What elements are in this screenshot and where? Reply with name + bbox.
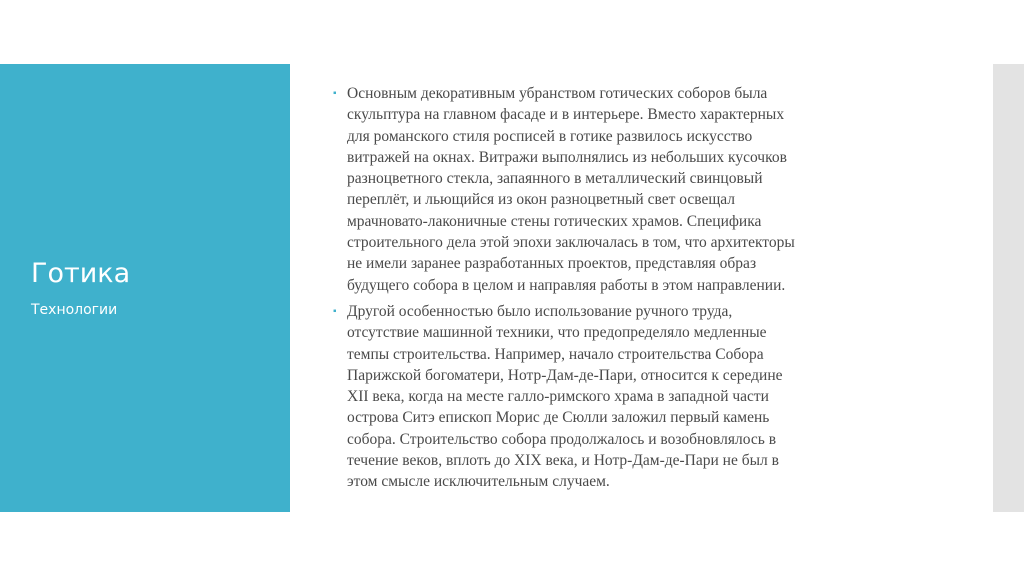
bullet-line: Парижской богоматери, Нотр-Дам-де-Пари, относится к середине	[347, 366, 783, 384]
side-strip	[993, 64, 1024, 512]
bullet-line: для романского стиля росписей в готике развилось искусство	[347, 127, 753, 145]
bullet-line: строительного дела этой эпохи заключалась в том, что архитекторы	[347, 234, 795, 252]
slide-subtitle: Технологии	[31, 302, 118, 318]
bullet-line: Другой особенностью было использование ручного труда,	[347, 302, 733, 320]
bullet-line: переплёт, и льющийся из окон разноцветный свет освещал	[347, 191, 736, 209]
bullet-line: течение веков, вплоть до XIX века, и Нотр-Дам-де-Пари не был в	[347, 452, 779, 470]
bullet-line: этом смысле исключительным случаем.	[347, 473, 610, 491]
bullet-line: будущего собора в целом и направляя работы в этом направлении.	[347, 276, 786, 294]
slide-title: Готика	[31, 258, 131, 289]
bullet-line: скульптура на главном фасаде и в интерьере. Вместо характерных	[347, 106, 785, 124]
square-bullet-icon: ▪	[333, 305, 337, 317]
bullet-line: мрачновато-лаконичные стены готических храмов. Специфика	[347, 212, 762, 230]
square-bullet-icon: ▪	[333, 88, 337, 99]
bullet-line: разноцветного стекла, запаянного в металлический свинцовый	[347, 170, 763, 188]
bullet-line: XII века, когда на месте галло-римского храма в западной части	[347, 388, 769, 406]
bullet-line: острова Ситэ епископ Морис де Сюлли заложил первый камень	[347, 409, 770, 427]
bullet-item	[333, 83, 933, 296]
bullet-item	[333, 301, 933, 493]
bullet-line: темпы строительства. Например, начало строительства Собора	[347, 345, 764, 363]
bullet-line: Основным декоративным убранством готических соборов была	[347, 85, 768, 102]
bullet-list	[333, 83, 933, 498]
bullet-line: не имели заранее разработанных проектов, представляя образ	[347, 255, 757, 273]
bullet-line: витражей на окнах. Витражи выполнялись из небольших кусочков	[347, 148, 787, 166]
bullet-line: собора. Строительство собора продолжалось и возобновлялось в	[347, 430, 777, 448]
bullet-line: отсутствие машинной техники, что предопределяло медленные	[347, 324, 767, 342]
